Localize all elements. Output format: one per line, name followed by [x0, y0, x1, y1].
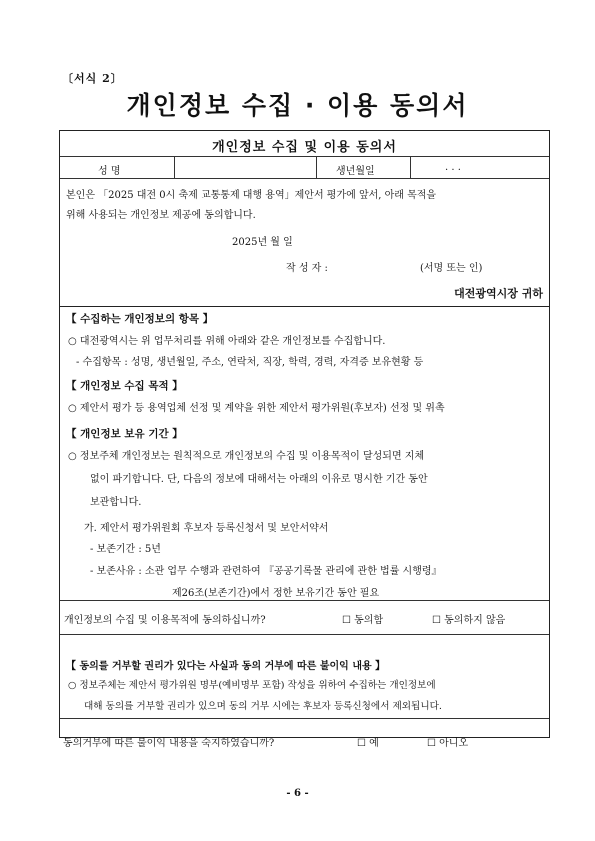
- divider: [60, 634, 549, 635]
- section-text: - 보존사유 : 소관 업무 수행과 관련하여 『공공기록물 관리에 관한 법률 시행령』: [90, 566, 442, 577]
- signer-label: 작 성 자 :: [286, 263, 328, 274]
- section-heading: 【 개인정보 보유 기간 】: [66, 428, 183, 440]
- divider: [60, 156, 549, 157]
- name-field[interactable]: [180, 162, 310, 176]
- disagree-checkbox[interactable]: ☐ 동의하지 않음: [432, 615, 506, 626]
- divider: [60, 600, 549, 601]
- birth-field[interactable]: . . .: [445, 162, 461, 173]
- section-text: 없이 파기합니다. 단, 다음의 정보에 대해서는 아래의 이유로 명시한 기간 동안: [90, 474, 428, 485]
- name-label: 성 명: [98, 166, 121, 177]
- no-checkbox[interactable]: ☐ 아니오: [427, 738, 469, 749]
- date-line: 2025년 월 일: [232, 237, 293, 248]
- section-text: ○ 대전광역시는 위 업무처리를 위해 아래와 같은 개인정보를 수집합니다.: [68, 336, 386, 347]
- section-text: ○ 정보주체 개인정보는 원칙적으로 개인정보의 수집 및 이용목적이 달성되면 지체: [68, 451, 425, 462]
- consent-question: 개인정보의 수집 및 이용목적에 동의하십니까?: [64, 615, 266, 626]
- page-title: 개인정보 수집 · 이용 동의서: [126, 91, 469, 120]
- section-text: 대해 동의를 거부할 권리가 있으며 동의 거부 시에는 후보자 등록신청에서 제외됩니다.: [84, 701, 442, 712]
- intro-line: 본인은 「2025 대전 0시 축제 교통통제 대행 용역」제안서 평가에 앞서, 아래 목적을: [66, 190, 437, 201]
- recipient: 대전광역시장 귀하: [454, 287, 543, 300]
- divider: [174, 156, 175, 178]
- birth-label: 생년월일: [336, 166, 375, 177]
- form-box-title: 개인정보 수집 및 이용 동의서: [212, 140, 397, 155]
- yes-checkbox[interactable]: ☐ 예: [357, 738, 379, 749]
- section-heading: 【 수집하는 개인정보의 항목 】: [66, 313, 214, 325]
- agree-checkbox[interactable]: ☐ 동의함: [342, 615, 384, 626]
- section-text: ○ 정보주체는 제안서 평가위원 명부(예비명부 포함) 작성을 위하여 수집하는 개인정보에: [68, 680, 436, 691]
- divider: [60, 306, 549, 307]
- page-number: - 6 -: [286, 788, 309, 799]
- divider: [316, 156, 317, 178]
- section-heading: 【 동의를 거부할 권리가 있다는 사실과 동의 거부에 따른 불이익 내용 】: [66, 661, 386, 672]
- form-number: 〔서식 2〕: [62, 72, 123, 85]
- section-text: - 수집항목 : 성명, 생년월일, 주소, 연락처, 직장, 학력, 경력, 자격증 보유현황 등: [76, 357, 424, 368]
- intro-line: 위해 사용되는 개인정보 제공에 동의합니다.: [66, 210, 256, 221]
- consent-form: [59, 130, 550, 738]
- divider: [60, 178, 549, 179]
- section-heading: 【 개인정보 수집 목적 】: [66, 380, 183, 392]
- section-text: ○ 제안서 평가 등 용역업체 선정 및 계약을 위한 제안서 평가위원(후보자) 선정 및 위촉: [68, 403, 445, 414]
- section-text: 제26조(보존기간)에서 정한 보유기간 동안 필요: [172, 588, 380, 599]
- section-text: 가. 제안서 평가위원회 후보자 등록신청서 및 보안서약서: [84, 523, 329, 534]
- divider: [410, 156, 411, 178]
- acknowledge-question: 동의거부에 따른 불이익 내용을 숙지하였습니까?: [63, 738, 275, 749]
- acknowledge-row: [59, 718, 550, 749]
- section-text: - 보존기간 : 5년: [90, 544, 161, 555]
- signature-hint: (서명 또는 인): [420, 263, 483, 274]
- section-text: 보관합니다.: [90, 497, 142, 508]
